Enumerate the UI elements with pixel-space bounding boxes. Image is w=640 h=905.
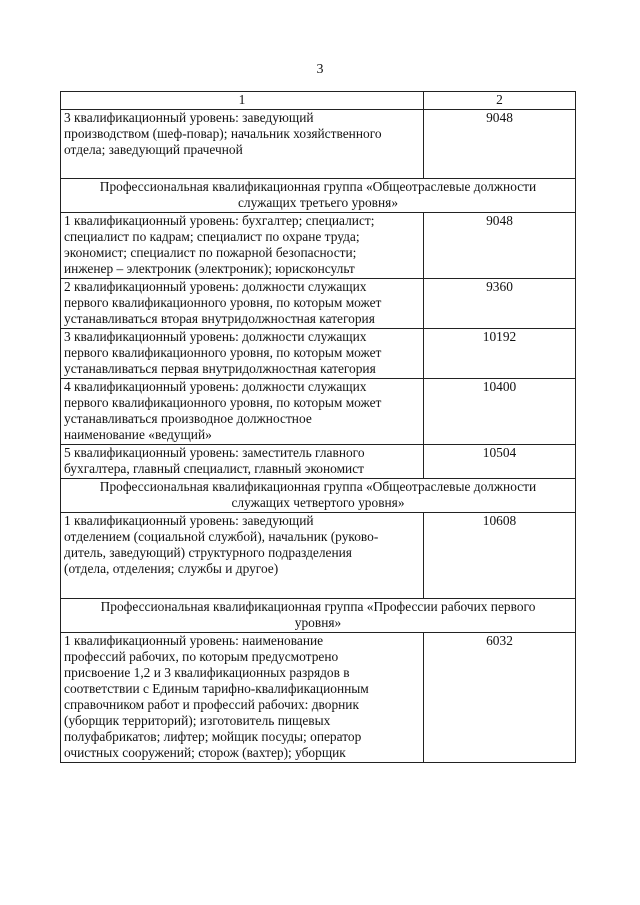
- salary-amount: 10400: [424, 379, 576, 445]
- salary-amount: 9048: [424, 213, 576, 279]
- qualification-level-cell: 4 квалификационный уровень: должности служащих первого квалификационного уровня, по которым может устанавливаться производное должностное наименование «ведущий»: [61, 379, 424, 445]
- salary-amount: 10192: [424, 329, 576, 379]
- qualification-level-cell: 5 квалификационный уровень: заместитель главного бухгалтера, главный специалист, главный экономист: [61, 445, 424, 479]
- professional-group-title: Профессиональная квалификационная группа «Общеотраслевые должности служащих третьего уровня»: [61, 179, 576, 213]
- column-header-2: 2: [424, 92, 576, 110]
- qualification-level-cell: 3 квалификационный уровень: должности служащих первого квалификационного уровня, по которым может устанавливаться первая внутридолжностная категория: [61, 329, 424, 379]
- qualification-level-cell: 3 квалификационный уровень: заведующий производством (шеф-повар); начальник хозяйственного отдела; заведующий прачечной: [61, 110, 424, 179]
- table-row: [61, 329, 576, 379]
- salary-amount: 10608: [424, 513, 576, 599]
- salary-amount: 6032: [424, 633, 576, 763]
- table-row: [61, 279, 576, 329]
- page-number: 3: [316, 62, 324, 77]
- table-row: [61, 633, 576, 763]
- table-header-row: [61, 92, 576, 110]
- salary-amount: 9360: [424, 279, 576, 329]
- group-header-row: [61, 479, 576, 513]
- salary-amount: 10504: [424, 445, 576, 479]
- table-row: [61, 445, 576, 479]
- table-row: [61, 110, 576, 179]
- salary-table: [60, 91, 576, 763]
- professional-group-title: Профессиональная квалификационная группа «Профессии рабочих первого уровня»: [61, 599, 576, 633]
- qualification-level-cell: 1 квалификационный уровень: наименование профессий рабочих, по которым предусмотрено присвоение 1,2 и 3 квалификационных разрядов в соответствии с Единым тарифно-квалификационным справочником работ и профессий рабочих: дворник (уборщик территорий); изготовитель пищевых полуфабрикатов; лифтер; мойщик посуды; оператор очистных сооружений; сторож (вахтер); уборщик: [61, 633, 424, 763]
- column-header-1: 1: [61, 92, 424, 110]
- group-header-row: [61, 179, 576, 213]
- qualification-level-cell: 1 квалификационный уровень: заведующий отделением (социальной службой), начальник (руково- дитель, заведующий) структурного подразделения (отдела, отделения; службы и другое): [61, 513, 424, 599]
- group-header-row: [61, 599, 576, 633]
- table-row: [61, 379, 576, 445]
- salary-amount: 9048: [424, 110, 576, 179]
- table-row: [61, 213, 576, 279]
- professional-group-title: Профессиональная квалификационная группа «Общеотраслевые должности служащих четвертого уровня»: [61, 479, 576, 513]
- table-row: [61, 513, 576, 599]
- qualification-level-cell: 1 квалификационный уровень: бухгалтер; специалист; специалист по кадрам; специалист по охране труда; экономист; специалист по пожарной безопасности; инженер – электроник (электроник); юрисконсульт: [61, 213, 424, 279]
- qualification-level-cell: 2 квалификационный уровень: должности служащих первого квалификационного уровня, по которым может устанавливаться вторая внутридолжностная категория: [61, 279, 424, 329]
